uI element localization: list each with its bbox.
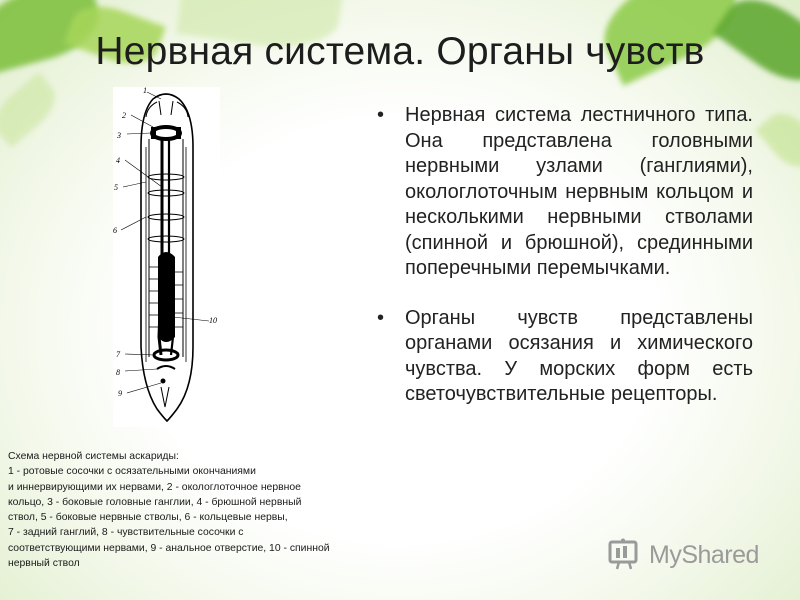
figure-label-5: 5 [114, 183, 118, 192]
bullet-text: Нервная система лестничного типа. Она представлена головными нервными узлами (ганглиями), окологлоточным нервным кольцом и несколькими нервными стволами (спинной и брюшной), срединными поперечными перемычками. [405, 104, 753, 279]
figure-label-9: 9 [118, 389, 122, 398]
bullet-marker: • [377, 306, 385, 329]
myshared-logo-icon [607, 538, 643, 572]
figure-label-6: 6 [113, 226, 117, 235]
figure-label-4: 4 [116, 156, 120, 165]
figure-label-3: 3 [117, 131, 121, 140]
caption-line: соответствующими нервами, 9 - анальное отверстие, 10 - спинной [8, 542, 330, 554]
caption-line: 1 - ротовые сосочки с осязательными окончаниями [8, 466, 256, 478]
leaf-decoration [0, 72, 65, 148]
myshared-logo[interactable] [607, 538, 767, 572]
figure-label-1: 1 [143, 87, 147, 95]
bullet-item [375, 306, 753, 408]
bullet-marker: • [377, 104, 385, 126]
bullet-list [375, 103, 753, 408]
caption-line: 7 - задний ганглий, 8 - чувствительные сосочки с [8, 527, 244, 539]
figure-label-10: 10 [209, 316, 217, 325]
figure-label-2: 2 [122, 111, 126, 120]
ascaris-nervous-system-diagram [113, 87, 220, 427]
caption-line: ствол, 5 - боковые нервные стволы, 6 - кольцевые нервы, [8, 512, 288, 524]
figure-label-7: 7 [116, 350, 120, 359]
caption-line: кольцо, 3 - боковые головные ганглии, 4 - брюшной нервный [8, 496, 302, 508]
caption-line: нервный ствол [8, 558, 80, 570]
figure-caption [8, 449, 400, 571]
logo-text: MyShared [649, 541, 759, 569]
leaf-decoration [755, 104, 800, 176]
slide-title: Нервная система. Органы чувств [95, 30, 705, 73]
bullet-text: Органы чувств представлены органами осязания и химического чувства. У морских форм есть светочувствительные рецепторы. [405, 306, 753, 405]
caption-line: Схема нервной системы аскариды: [8, 451, 179, 462]
caption-line: и иннервирующими их нервами, 2 - окологлоточное нервное [8, 481, 301, 493]
figure-label-8: 8 [116, 368, 120, 377]
bullet-item [375, 103, 753, 282]
